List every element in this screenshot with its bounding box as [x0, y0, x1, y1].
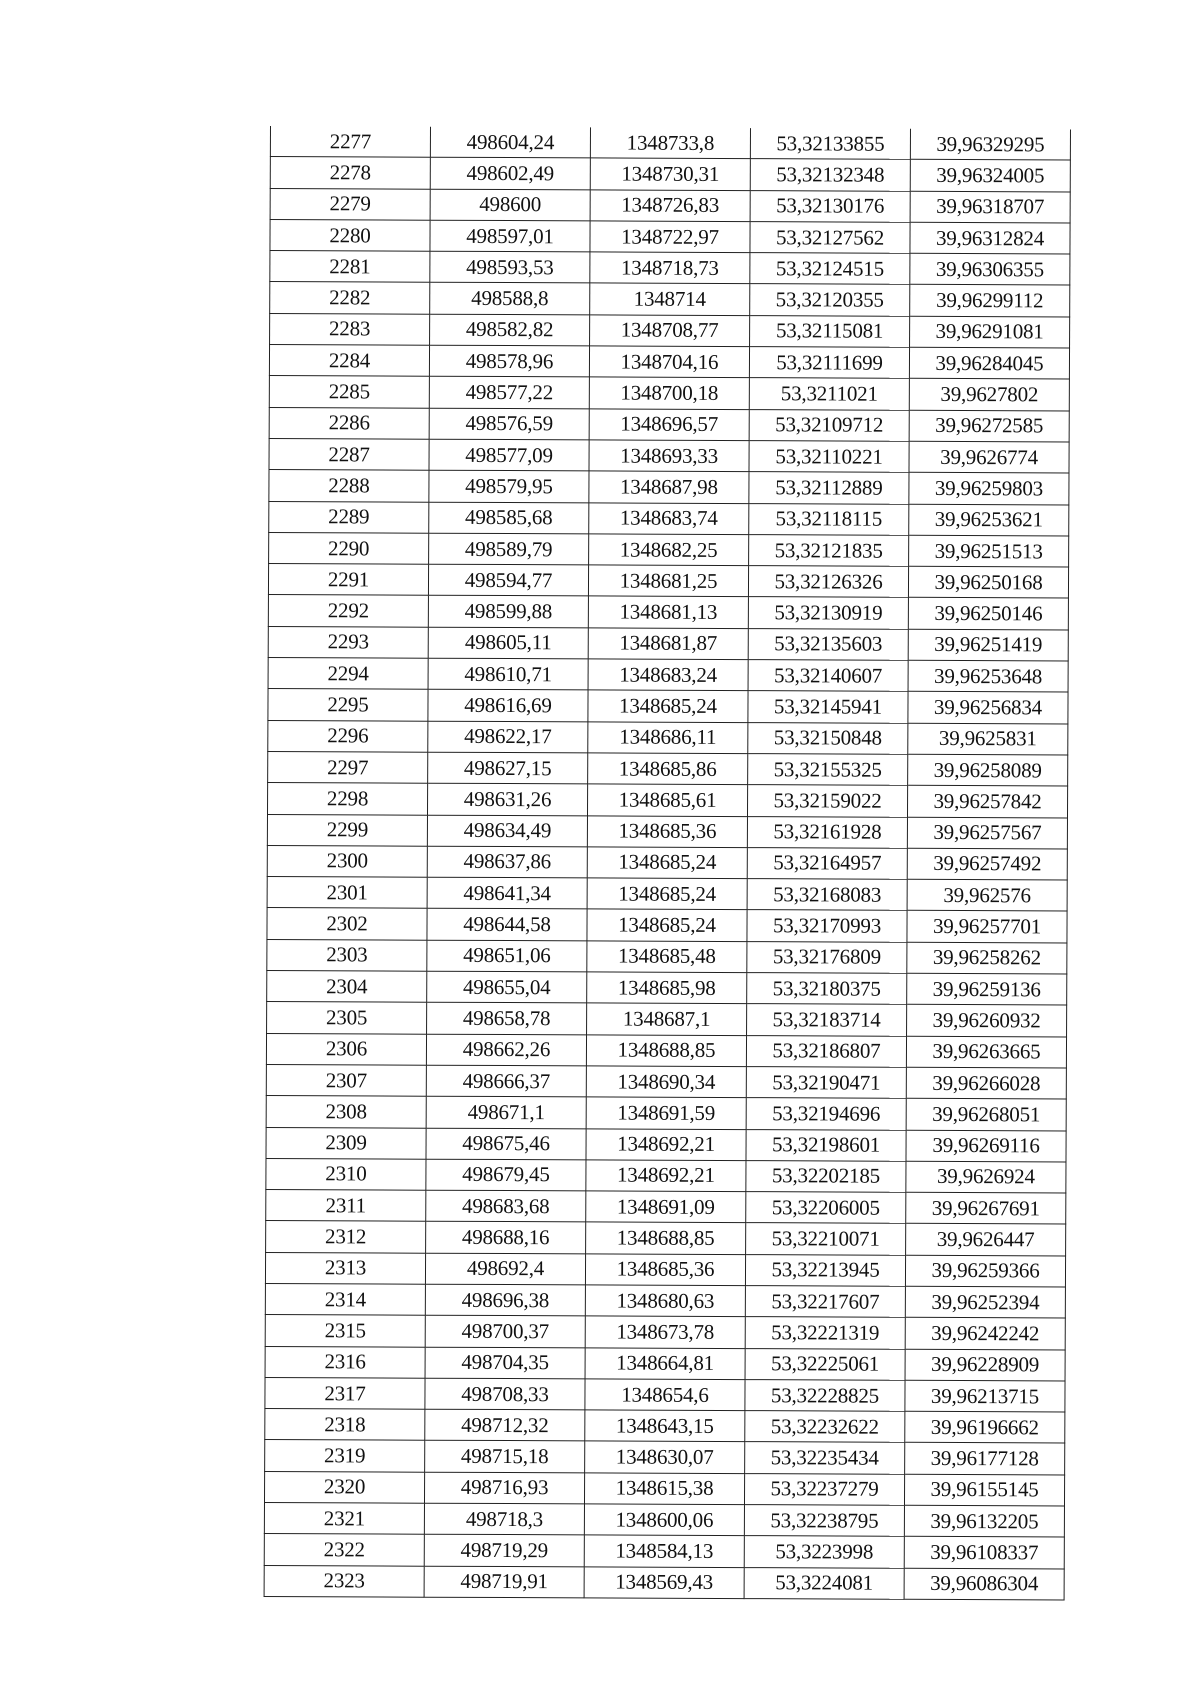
longitude-cell: 39,96251513 [909, 535, 1069, 567]
table-row [264, 1503, 1064, 1538]
table-row [268, 564, 1068, 599]
table-row [269, 532, 1069, 567]
table-row [267, 877, 1067, 912]
point-number-cell: 2284 [269, 345, 429, 377]
latitude-cell: 53,32164957 [747, 847, 907, 879]
longitude-cell: 39,96228909 [905, 1349, 1065, 1381]
longitude-cell: 39,96108337 [904, 1537, 1064, 1569]
table-row [268, 751, 1068, 786]
y-coordinate-cell: 1348691,09 [586, 1191, 746, 1223]
y-coordinate-cell: 1348708,77 [590, 315, 750, 347]
coordinates-table-body [264, 126, 1070, 1600]
longitude-cell: 39,96177128 [905, 1443, 1065, 1475]
x-coordinate-cell: 498616,69 [428, 690, 588, 722]
table-row [264, 1534, 1064, 1569]
y-coordinate-cell: 1348718,73 [590, 252, 750, 284]
latitude-cell: 53,32202185 [746, 1160, 906, 1192]
table-row [265, 1252, 1065, 1287]
x-coordinate-cell: 498683,68 [426, 1190, 586, 1222]
latitude-cell: 53,32213945 [745, 1254, 905, 1286]
latitude-cell: 53,32210071 [746, 1223, 906, 1255]
x-coordinate-cell: 498700,37 [425, 1315, 585, 1347]
longitude-cell: 39,96253648 [908, 660, 1068, 692]
point-number-cell: 2310 [266, 1158, 426, 1190]
latitude-cell: 53,32150848 [748, 722, 908, 754]
x-coordinate-cell: 498704,35 [425, 1347, 585, 1379]
y-coordinate-cell: 1348686,11 [588, 722, 748, 754]
latitude-cell: 53,32198601 [746, 1129, 906, 1161]
point-number-cell: 2286 [269, 407, 429, 439]
point-number-cell: 2291 [268, 564, 428, 596]
point-number-cell: 2308 [266, 1096, 426, 1128]
point-number-cell: 2290 [269, 532, 429, 564]
table-row [270, 282, 1070, 317]
longitude-cell: 39,96086304 [904, 1568, 1064, 1600]
y-coordinate-cell: 1348690,34 [586, 1066, 746, 1098]
longitude-cell: 39,96299112 [910, 285, 1070, 317]
longitude-cell: 39,96318707 [910, 191, 1070, 223]
longitude-cell: 39,96324005 [910, 160, 1070, 192]
point-number-cell: 2303 [267, 939, 427, 971]
table-row [268, 595, 1068, 630]
point-number-cell: 2323 [264, 1565, 424, 1597]
latitude-cell: 53,32180375 [747, 973, 907, 1005]
x-coordinate-cell: 498631,26 [427, 783, 587, 815]
x-coordinate-cell: 498576,59 [429, 408, 589, 440]
longitude-cell: 39,96251419 [908, 629, 1068, 661]
y-coordinate-cell: 1348722,97 [590, 221, 750, 253]
latitude-cell: 53,3223998 [744, 1536, 904, 1568]
x-coordinate-cell: 498712,32 [425, 1409, 585, 1441]
latitude-cell: 53,32130176 [750, 190, 910, 222]
latitude-cell: 53,32140607 [748, 660, 908, 692]
y-coordinate-cell: 1348704,16 [589, 346, 749, 378]
x-coordinate-cell: 498718,3 [424, 1503, 584, 1535]
y-coordinate-cell: 1348730,31 [590, 158, 750, 190]
longitude-cell: 39,96291081 [910, 316, 1070, 348]
table-row [267, 939, 1067, 974]
longitude-cell: 39,96257701 [907, 911, 1067, 943]
x-coordinate-cell: 498666,37 [426, 1065, 586, 1097]
point-number-cell: 2316 [265, 1346, 425, 1378]
y-coordinate-cell: 1348683,74 [589, 502, 749, 534]
table-row [268, 658, 1068, 693]
y-coordinate-cell: 1348692,21 [586, 1128, 746, 1160]
x-coordinate-cell: 498577,22 [429, 377, 589, 409]
point-number-cell: 2278 [270, 157, 430, 189]
x-coordinate-cell: 498578,96 [429, 345, 589, 377]
table-row [270, 188, 1070, 223]
y-coordinate-cell: 1348683,24 [588, 659, 748, 691]
x-coordinate-cell: 498589,79 [429, 533, 589, 565]
x-coordinate-cell: 498716,93 [424, 1472, 584, 1504]
latitude-cell: 53,32235434 [745, 1442, 905, 1474]
latitude-cell: 53,3211021 [749, 378, 909, 410]
longitude-cell: 39,96213715 [905, 1380, 1065, 1412]
x-coordinate-cell: 498708,33 [425, 1378, 585, 1410]
longitude-cell: 39,96253621 [909, 504, 1069, 536]
table-row [266, 1158, 1066, 1193]
point-number-cell: 2281 [270, 251, 430, 283]
longitude-cell: 39,96155145 [904, 1474, 1064, 1506]
coordinates-table [264, 126, 1071, 1600]
table-row [267, 1002, 1067, 1037]
table-row [266, 1064, 1066, 1099]
point-number-cell: 2280 [270, 219, 430, 251]
longitude-cell: 39,96312824 [910, 222, 1070, 254]
table-row [268, 626, 1068, 661]
table-row [265, 1346, 1065, 1381]
x-coordinate-cell: 498688,16 [426, 1222, 586, 1254]
point-number-cell: 2285 [269, 376, 429, 408]
point-number-cell: 2302 [267, 908, 427, 940]
y-coordinate-cell: 1348687,1 [587, 1003, 747, 1035]
point-number-cell: 2321 [264, 1503, 424, 1535]
point-number-cell: 2312 [266, 1221, 426, 1253]
x-coordinate-cell: 498715,18 [425, 1441, 585, 1473]
latitude-cell: 53,32133855 [750, 128, 910, 159]
y-coordinate-cell: 1348714 [590, 283, 750, 315]
latitude-cell: 53,32155325 [748, 754, 908, 786]
point-number-cell: 2304 [267, 971, 427, 1003]
y-coordinate-cell: 1348685,24 [587, 909, 747, 941]
point-number-cell: 2279 [270, 188, 430, 220]
point-number-cell: 2322 [264, 1534, 424, 1566]
y-coordinate-cell: 1348685,98 [587, 972, 747, 1004]
y-coordinate-cell: 1348685,48 [587, 941, 747, 973]
longitude-cell: 39,96257567 [907, 817, 1067, 849]
x-coordinate-cell: 498600 [430, 189, 590, 221]
latitude-cell: 53,32168083 [747, 879, 907, 911]
table-row [266, 1096, 1066, 1131]
point-number-cell: 2282 [270, 282, 430, 314]
longitude-cell: 39,96260932 [907, 1005, 1067, 1037]
latitude-cell: 53,32194696 [746, 1098, 906, 1130]
longitude-cell: 39,96259803 [909, 473, 1069, 505]
longitude-cell: 39,96263665 [906, 1036, 1066, 1068]
latitude-cell: 53,32109712 [749, 409, 909, 441]
latitude-cell: 53,32221319 [745, 1317, 905, 1349]
longitude-cell: 39,9625831 [908, 723, 1068, 755]
point-number-cell: 2294 [268, 658, 428, 690]
table-row [269, 501, 1069, 536]
latitude-cell: 53,32206005 [746, 1192, 906, 1224]
x-coordinate-cell: 498585,68 [429, 502, 589, 534]
point-number-cell: 2319 [265, 1440, 425, 1472]
longitude-cell: 39,96284045 [909, 347, 1069, 379]
table-row [266, 1221, 1066, 1256]
table-row [270, 251, 1070, 286]
table-row [268, 689, 1068, 724]
point-number-cell: 2283 [270, 313, 430, 345]
longitude-cell: 39,9626924 [906, 1161, 1066, 1193]
x-coordinate-cell: 498696,38 [425, 1284, 585, 1316]
point-number-cell: 2318 [265, 1409, 425, 1441]
y-coordinate-cell: 1348643,15 [585, 1410, 745, 1442]
latitude-cell: 53,32130919 [748, 597, 908, 629]
table-row [269, 438, 1069, 473]
longitude-cell: 39,96258089 [908, 754, 1068, 786]
x-coordinate-cell: 498679,45 [426, 1159, 586, 1191]
x-coordinate-cell: 498579,95 [429, 470, 589, 502]
y-coordinate-cell: 1348685,36 [587, 815, 747, 847]
latitude-cell: 53,32127562 [750, 221, 910, 253]
table-row [269, 376, 1069, 411]
x-coordinate-cell: 498655,04 [427, 971, 587, 1003]
x-coordinate-cell: 498605,11 [428, 627, 588, 659]
y-coordinate-cell: 1348680,63 [585, 1285, 745, 1317]
point-number-cell: 2298 [267, 783, 427, 815]
point-number-cell: 2297 [268, 751, 428, 783]
point-number-cell: 2289 [269, 501, 429, 533]
y-coordinate-cell: 1348685,61 [587, 784, 747, 816]
point-number-cell: 2317 [265, 1377, 425, 1409]
y-coordinate-cell: 1348692,21 [586, 1160, 746, 1192]
x-coordinate-cell: 498658,78 [427, 1003, 587, 1035]
x-coordinate-cell: 498582,82 [430, 314, 590, 346]
latitude-cell: 53,32217607 [745, 1286, 905, 1318]
x-coordinate-cell: 498627,15 [428, 752, 588, 784]
point-number-cell: 2311 [266, 1190, 426, 1222]
x-coordinate-cell: 498622,17 [428, 721, 588, 753]
y-coordinate-cell: 1348600,06 [584, 1504, 744, 1536]
table-row [266, 1127, 1066, 1162]
y-coordinate-cell: 1348664,81 [585, 1347, 745, 1379]
longitude-cell: 39,96196662 [905, 1411, 1065, 1443]
longitude-cell: 39,9626447 [906, 1224, 1066, 1256]
y-coordinate-cell: 1348685,24 [588, 690, 748, 722]
latitude-cell: 53,32118115 [749, 503, 909, 535]
table-row [269, 470, 1069, 505]
x-coordinate-cell: 498597,01 [430, 220, 590, 252]
table-row [266, 1033, 1066, 1068]
y-coordinate-cell: 1348685,24 [587, 847, 747, 879]
longitude-cell: 39,96267691 [906, 1192, 1066, 1224]
longitude-cell: 39,96306355 [910, 253, 1070, 285]
point-number-cell: 2300 [267, 845, 427, 877]
table-row [270, 157, 1070, 192]
longitude-cell: 39,96258262 [907, 942, 1067, 974]
table-row [265, 1377, 1065, 1412]
longitude-cell: 39,96272585 [909, 410, 1069, 442]
latitude-cell: 53,32111699 [749, 347, 909, 379]
x-coordinate-cell: 498634,49 [427, 815, 587, 847]
point-number-cell: 2292 [268, 595, 428, 627]
point-number-cell: 2293 [268, 626, 428, 658]
longitude-cell: 39,96257842 [907, 786, 1067, 818]
longitude-cell: 39,96259366 [905, 1255, 1065, 1287]
y-coordinate-cell: 1348569,43 [584, 1567, 744, 1599]
x-coordinate-cell: 498644,58 [427, 909, 587, 941]
point-number-cell: 2305 [267, 1002, 427, 1034]
table-row [270, 126, 1070, 160]
table-row [267, 971, 1067, 1006]
longitude-cell: 39,9627802 [909, 379, 1069, 411]
latitude-cell: 53,32176809 [747, 941, 907, 973]
x-coordinate-cell: 498671,1 [426, 1096, 586, 1128]
y-coordinate-cell: 1348685,86 [588, 753, 748, 785]
point-number-cell: 2301 [267, 877, 427, 909]
table-row [266, 1190, 1066, 1225]
table-row [265, 1283, 1065, 1318]
latitude-cell: 53,32110221 [749, 441, 909, 473]
y-coordinate-cell: 1348630,07 [585, 1441, 745, 1473]
longitude-cell: 39,96266028 [906, 1067, 1066, 1099]
longitude-cell: 39,96132205 [904, 1505, 1064, 1537]
longitude-cell: 39,962576 [907, 879, 1067, 911]
latitude-cell: 53,32124515 [750, 253, 910, 285]
latitude-cell: 53,32159022 [747, 785, 907, 817]
table-row [269, 407, 1069, 442]
longitude-cell: 39,96242242 [905, 1318, 1065, 1350]
point-number-cell: 2299 [267, 814, 427, 846]
x-coordinate-cell: 498594,77 [428, 564, 588, 596]
y-coordinate-cell: 1348700,18 [589, 377, 749, 409]
y-coordinate-cell: 1348685,36 [585, 1254, 745, 1286]
point-number-cell: 2295 [268, 689, 428, 721]
point-number-cell: 2314 [265, 1283, 425, 1315]
x-coordinate-cell: 498604,24 [430, 127, 590, 158]
latitude-cell: 53,32232622 [745, 1411, 905, 1443]
longitude-cell: 39,96269116 [906, 1130, 1066, 1162]
point-number-cell: 2296 [268, 720, 428, 752]
x-coordinate-cell: 498692,4 [425, 1253, 585, 1285]
point-number-cell: 2288 [269, 470, 429, 502]
longitude-cell: 39,96329295 [910, 129, 1070, 160]
table-row [264, 1565, 1064, 1600]
point-number-cell: 2320 [264, 1471, 424, 1503]
table-row [270, 313, 1070, 348]
point-number-cell: 2309 [266, 1127, 426, 1159]
longitude-cell: 39,96268051 [906, 1098, 1066, 1130]
x-coordinate-cell: 498641,34 [427, 877, 587, 909]
table-row [267, 908, 1067, 943]
table-row [270, 219, 1070, 254]
latitude-cell: 53,32237279 [744, 1473, 904, 1505]
x-coordinate-cell: 498662,26 [426, 1034, 586, 1066]
point-number-cell: 2287 [269, 438, 429, 470]
y-coordinate-cell: 1348615,38 [584, 1473, 744, 1505]
point-number-cell: 2307 [266, 1064, 426, 1096]
x-coordinate-cell: 498577,09 [429, 439, 589, 471]
latitude-cell: 53,3224081 [744, 1567, 904, 1599]
latitude-cell: 53,32186807 [746, 1035, 906, 1067]
y-coordinate-cell: 1348687,98 [589, 471, 749, 503]
y-coordinate-cell: 1348726,83 [590, 189, 750, 221]
y-coordinate-cell: 1348733,8 [590, 127, 750, 158]
latitude-cell: 53,32120355 [750, 284, 910, 316]
latitude-cell: 53,32132348 [750, 159, 910, 191]
y-coordinate-cell: 1348685,24 [587, 878, 747, 910]
x-coordinate-cell: 498651,06 [427, 940, 587, 972]
table-row [265, 1409, 1065, 1444]
longitude-cell: 39,96250168 [908, 566, 1068, 598]
y-coordinate-cell: 1348696,57 [589, 409, 749, 441]
y-coordinate-cell: 1348673,78 [585, 1316, 745, 1348]
y-coordinate-cell: 1348681,13 [588, 596, 748, 628]
x-coordinate-cell: 498719,29 [424, 1535, 584, 1567]
y-coordinate-cell: 1348681,87 [588, 628, 748, 660]
latitude-cell: 53,32145941 [748, 691, 908, 723]
table-row [268, 720, 1068, 755]
longitude-cell: 39,96252394 [905, 1286, 1065, 1318]
latitude-cell: 53,32115081 [750, 315, 910, 347]
y-coordinate-cell: 1348654,6 [585, 1379, 745, 1411]
longitude-cell: 39,96250146 [908, 598, 1068, 630]
longitude-cell: 39,96259136 [907, 973, 1067, 1005]
table-row [267, 814, 1067, 849]
latitude-cell: 53,32183714 [747, 1004, 907, 1036]
table-row [265, 1440, 1065, 1475]
y-coordinate-cell: 1348691,59 [586, 1097, 746, 1129]
table-row [265, 1315, 1065, 1350]
latitude-cell: 53,32126326 [748, 566, 908, 598]
latitude-cell: 53,32190471 [746, 1066, 906, 1098]
latitude-cell: 53,32112889 [749, 472, 909, 504]
latitude-cell: 53,32238795 [744, 1505, 904, 1537]
y-coordinate-cell: 1348584,13 [584, 1535, 744, 1567]
latitude-cell: 53,32121835 [749, 534, 909, 566]
table-row [267, 845, 1067, 880]
latitude-cell: 53,32225061 [745, 1348, 905, 1380]
x-coordinate-cell: 498593,53 [430, 251, 590, 283]
x-coordinate-cell: 498599,88 [428, 596, 588, 628]
y-coordinate-cell: 1348688,85 [586, 1034, 746, 1066]
longitude-cell: 39,96257492 [907, 848, 1067, 880]
table-row [269, 345, 1069, 380]
latitude-cell: 53,32135603 [748, 628, 908, 660]
longitude-cell: 39,96256834 [908, 692, 1068, 724]
table-row [264, 1471, 1064, 1506]
x-coordinate-cell: 498588,8 [430, 283, 590, 315]
y-coordinate-cell: 1348693,33 [589, 440, 749, 472]
latitude-cell: 53,32161928 [747, 816, 907, 848]
x-coordinate-cell: 498602,49 [430, 157, 590, 189]
point-number-cell: 2313 [265, 1252, 425, 1284]
longitude-cell: 39,9626774 [909, 441, 1069, 473]
point-number-cell: 2306 [266, 1033, 426, 1065]
y-coordinate-cell: 1348681,25 [588, 565, 748, 597]
point-number-cell: 2315 [265, 1315, 425, 1347]
x-coordinate-cell: 498719,91 [424, 1566, 584, 1598]
y-coordinate-cell: 1348688,85 [586, 1222, 746, 1254]
y-coordinate-cell: 1348682,25 [589, 534, 749, 566]
x-coordinate-cell: 498610,71 [428, 658, 588, 690]
latitude-cell: 53,32228825 [745, 1379, 905, 1411]
x-coordinate-cell: 498675,46 [426, 1128, 586, 1160]
table-row [267, 783, 1067, 818]
x-coordinate-cell: 498637,86 [427, 846, 587, 878]
latitude-cell: 53,32170993 [747, 910, 907, 942]
point-number-cell: 2277 [270, 126, 430, 157]
